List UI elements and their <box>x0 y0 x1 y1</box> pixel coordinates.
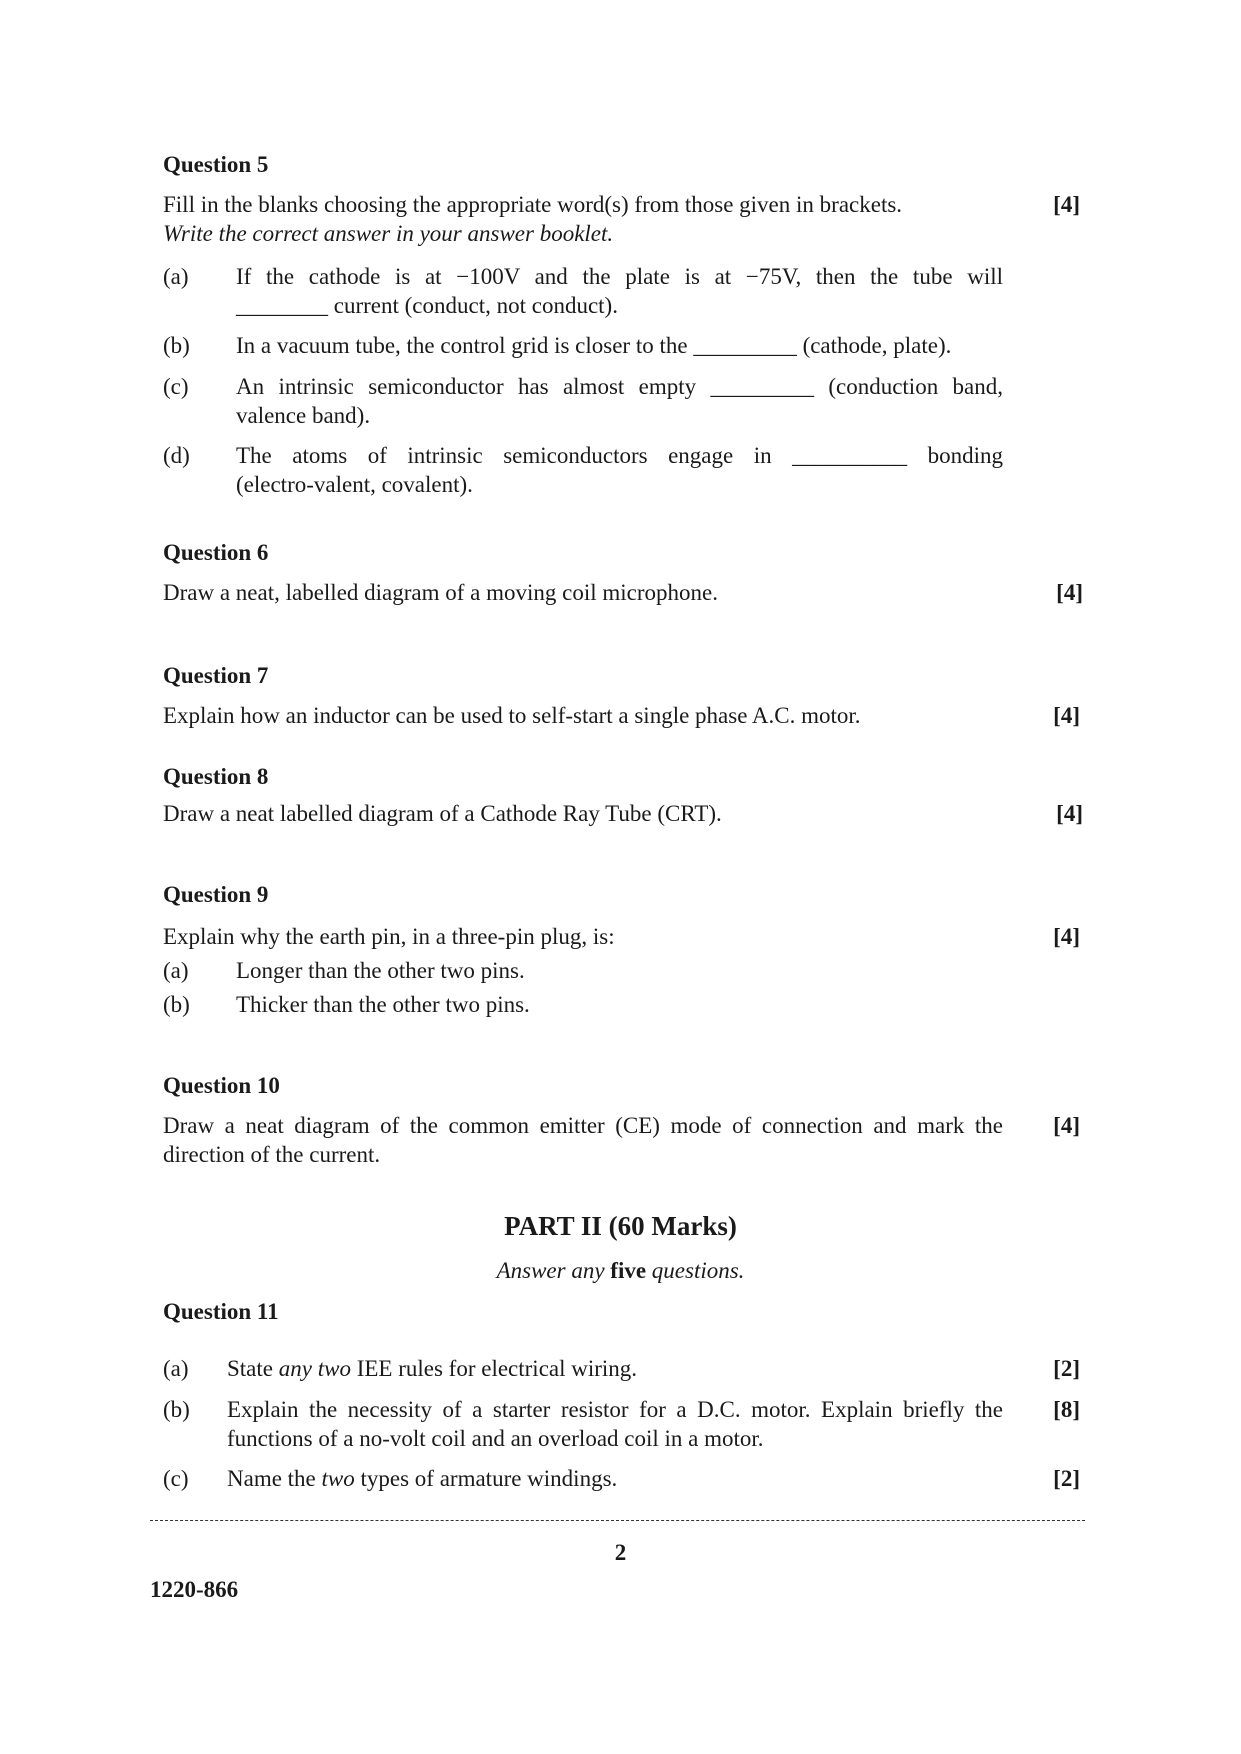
question-5-instruction: Fill in the blanks choosing the appropriate word(s) from those given in brackets. Write the correct answer in your answer booklet. <box>163 192 903 246</box>
question-9-text: Explain why the earth pin, in a three-pin plug, is: <box>163 924 615 949</box>
q11-item-a-italic: any two <box>278 1356 351 1381</box>
q11-item-c-post: types of armature windings. <box>360 1466 618 1491</box>
question-7-heading: Question 7 <box>163 663 269 688</box>
part-2-instruction-pre: Answer any <box>496 1258 605 1283</box>
q11-item-c-text <box>227 1464 1007 1493</box>
q5-item-c-label: (c) <box>163 374 189 399</box>
part-2-instruction-bold: five <box>610 1258 647 1283</box>
page-number: 2 <box>614 1540 627 1565</box>
question-8-heading: Question 8 <box>163 764 269 789</box>
q11-item-c-pre: Name the <box>227 1466 316 1491</box>
q5-item-c-line1: An intrinsic semiconductor has almost empty _________ (conduction band, <box>236 374 1003 399</box>
q9-item-b-text: Thicker than the other two pins. <box>236 992 530 1017</box>
paper-code: 1220-866 <box>150 1577 239 1602</box>
question-6-text: Draw a neat, labelled diagram of a moving coil microphone. <box>163 580 718 605</box>
footer-divider <box>150 1520 1085 1521</box>
q5-item-d-label: (d) <box>163 443 190 468</box>
q5-item-b-line1: In a vacuum tube, the control grid is closer to the _________ (cathode, plate). <box>236 333 952 358</box>
q9-item-a-text: Longer than the other two pins. <box>236 958 525 983</box>
q5-item-b-label: (b) <box>163 333 190 358</box>
question-9-marks: [4] <box>1053 924 1080 949</box>
q9-item-b-label: (b) <box>163 992 190 1017</box>
q11-item-a-marks: [2] <box>1053 1356 1080 1381</box>
part-2-instruction <box>0 1256 1241 1285</box>
q11-item-b-label: (b) <box>163 1397 190 1422</box>
q11-item-a-pre: State <box>227 1356 273 1381</box>
question-8-text: Draw a neat labelled diagram of a Cathode Ray Tube (CRT). <box>163 801 722 826</box>
question-10-line1: Draw a neat diagram of the common emitter (CE) mode of connection and mark the <box>163 1113 1003 1138</box>
question-9-heading: Question 9 <box>163 882 269 907</box>
question-10-heading: Question 10 <box>163 1073 280 1098</box>
question-10-line2: direction of the current. <box>163 1142 381 1167</box>
q5-item-a-line1: If the cathode is at −100V and the plate is at −75V, then the tube will <box>236 264 1003 289</box>
question-10-text <box>163 1111 1003 1169</box>
question-5-instruction-text: Fill in the blanks choosing the appropriate word(s) from those given in brackets. <box>163 192 903 217</box>
q5-item-d-line1: The atoms of intrinsic semiconductors engage in __________ bonding <box>236 443 1003 468</box>
part-2-instruction-post: questions. <box>651 1258 745 1283</box>
q5-item-a-label: (a) <box>163 264 189 289</box>
q11-item-b-marks: [8] <box>1053 1397 1080 1422</box>
q5-item-d-text <box>236 441 1003 499</box>
q5-item-a-line2: ________ current (conduct, not conduct). <box>236 293 618 318</box>
question-5-instruction-italic: Write the correct answer in your answer booklet <box>163 221 608 246</box>
q11-item-c-label: (c) <box>163 1466 189 1491</box>
question-7-text: Explain how an inductor can be used to self-start a single phase A.C. motor. <box>163 703 861 728</box>
question-5-marks: [4] <box>1053 192 1080 217</box>
q11-item-a-text <box>227 1354 1007 1383</box>
question-10-marks: [4] <box>1053 1113 1080 1138</box>
q11-item-a-post: IEE rules for electrical wiring. <box>356 1356 638 1381</box>
q5-item-c-line2: valence band). <box>236 403 371 428</box>
q11-item-c-italic: two <box>321 1466 355 1491</box>
q5-item-b-text <box>236 331 1003 360</box>
q9-item-a-label: (a) <box>163 958 189 983</box>
question-6-marks: [4] <box>1056 580 1083 605</box>
question-8-marks: [4] <box>1056 801 1083 826</box>
question-11-heading: Question 11 <box>163 1299 279 1324</box>
q11-item-b-line2: functions of a no-volt coil and an overload coil in a motor. <box>227 1426 764 1451</box>
question-5-heading: Question 5 <box>163 152 269 177</box>
q5-item-a-text <box>236 262 1003 320</box>
question-7-marks: [4] <box>1053 703 1080 728</box>
q11-item-b-text <box>227 1395 1003 1453</box>
part-2-title: PART II (60 Marks) <box>504 1211 737 1241</box>
q11-item-c-marks: [2] <box>1053 1466 1080 1491</box>
q5-item-c-text <box>236 372 1003 430</box>
q5-item-d-line2: (electro-valent, covalent). <box>236 472 473 497</box>
question-6-heading: Question 6 <box>163 540 269 565</box>
q11-item-b-line1: Explain the necessity of a starter resistor for a D.C. motor. Explain briefly the <box>227 1397 1003 1422</box>
q11-item-a-label: (a) <box>163 1356 189 1381</box>
